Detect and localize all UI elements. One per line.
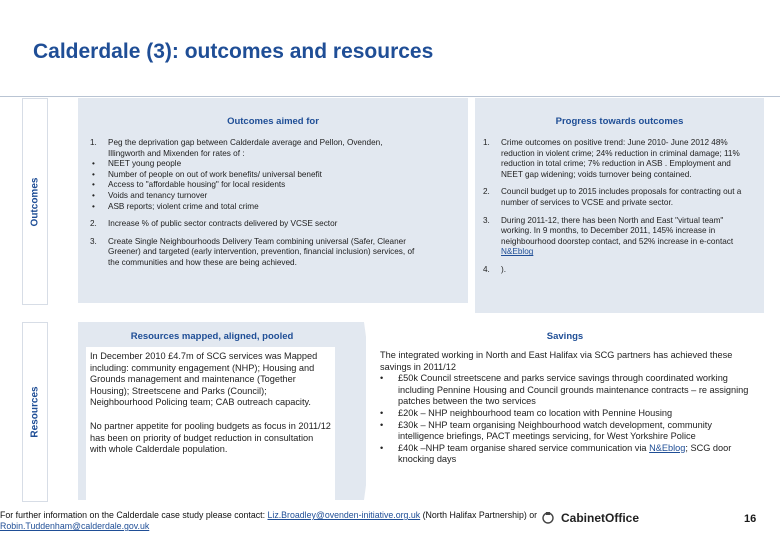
resources-side-tab (22, 322, 48, 502)
aimed-bullet: • NEET young people (90, 159, 415, 170)
aimed-item-text: Create Single Neighbourhoods Delivery Team combining universal (Safer, Cleaner Greener) and targeted (early intervention, prevention, financial inclusion) services, of the communities and how these are being achieved. (108, 236, 415, 267)
resources-mapped-title: Resources mapped, aligned, pooled (130, 331, 294, 342)
aimed-item-number: 3. (90, 236, 97, 246)
progress-title: Progress towards outcomes (555, 116, 684, 127)
progress-item-number: 2. (483, 187, 490, 197)
progress-item (483, 187, 751, 208)
aimed-item-text: Peg the deprivation gap between Calderdale average and Pellon, Ovenden, Illingworth and Mixenden for rates of : (108, 138, 383, 158)
progress-item-number: 3. (483, 215, 490, 225)
progress-item-text: ). (501, 264, 507, 274)
progress-item-number: 4. (483, 264, 490, 274)
aimed-item (90, 237, 415, 269)
ne-blog-link[interactable]: N&Eblog (501, 247, 534, 257)
savings-intro: The integrated working in North and East Halifax via SCG partners has achieved these savings in 2011/12 (380, 350, 733, 372)
ne-blog-link[interactable]: N&Eblog (649, 442, 686, 453)
progress-item (483, 265, 751, 276)
aimed-item (90, 138, 415, 212)
top-divider (0, 96, 780, 97)
aimed-item-text: Increase % of public sector contracts delivered by VCSE sector (108, 219, 338, 229)
progress-item (483, 138, 751, 180)
savings-bullet: • £30k – NHP team organising Neighbourhood watch development, community intelligence briefings, PACT meetings servicing, for West Yorkshire Police (380, 420, 752, 443)
aimed-item-number: 1. (90, 138, 97, 147)
email-link-robin[interactable]: Robin.Tuddenham@calderdale.gov.uk (0, 521, 150, 531)
savings-bullet: • £50k Council streetscene and parks service savings through coordinated working including Pennine Housing and Council grounds maintenance contracts – re assigning patches between the two services (380, 373, 752, 408)
resources-mapped-para2: No partner appetite for pooling budgets as focus in 2011/12 has been on priority of budget reduction in consultation with whole Calderdale population. (90, 420, 331, 455)
aimed-bullet: • Voids and tenancy turnover (90, 191, 415, 202)
aimed-bullet: • Number of people on out of work benefits/ universal benefit (90, 170, 415, 181)
savings-bullet: • £20k – NHP neighbourhood team co location with Pennine Housing (380, 408, 752, 420)
savings-body (380, 350, 752, 466)
email-link-liz[interactable]: Liz.Broadley@ovenden-initiative.org.uk (267, 510, 421, 520)
progress-item-text: Crime outcomes on positive trend: June 2010- June 2012 48% reduction in violent crime; 24% reduction in criminal damage; 11% reduction in total crime; 7% reduction in ASB . Employment and NEET gap widening; voids turnover being contained. (501, 138, 740, 179)
aimed-bullet: • Access to "affordable housing" for local residents (90, 180, 415, 191)
aimed-bullet: • ASB reports; violent crime and total crime (90, 202, 415, 213)
outcomes-aimed-list (90, 138, 415, 276)
resources-mapped-para1: In December 2010 £4.7m of SCG services was Mapped including: community engagement (NHP); Housing and Grounds management and maintenance (Together Housing); Streetscene and Parks (Council); Neighbourhood Policing team; CAB outreach capacity. (90, 351, 318, 408)
page-number: 16 (744, 513, 757, 525)
footer-contact: For further information on the Calderdale case study please contact: Liz.Broadley@ovenden-initiative.org.uk (North Halifax Partnership) or Robin.Tuddenham@calderdale.gov.uk (0, 510, 538, 531)
outcomes-side-tab (22, 98, 48, 305)
progress-item (483, 216, 751, 258)
progress-item-text: Council budget up to 2015 includes proposals for contracting out a number of services to VCSE and private sector. (501, 187, 742, 207)
cabinet-office-logo: CabinetOffice (540, 511, 639, 525)
savings-title: Savings (546, 331, 584, 342)
savings-bullet-last: • £40k –NHP team organise shared service communication via N&Eblog; SCG door knocking days (380, 443, 752, 466)
resources-side-label: Resources (29, 386, 41, 438)
outcomes-side-label: Outcomes (29, 177, 41, 226)
aimed-item (90, 219, 415, 230)
aimed-item-number: 2. (90, 219, 97, 229)
progress-list (483, 138, 751, 283)
crest-icon (540, 511, 556, 525)
page-title: Calderdale (3): outcomes and resources (33, 40, 434, 63)
resources-mapped-box (86, 347, 335, 505)
outcomes-aimed-title: Outcomes aimed for (227, 116, 319, 127)
progress-item-number: 1. (483, 138, 490, 147)
progress-item-text: During 2011-12, there has been North and East "virtual team" working. In 9 months, to December 2011, 145% increase in neighbourhood doorstep contact, and 52% increase in e-contact N&Eblog (501, 215, 734, 257)
